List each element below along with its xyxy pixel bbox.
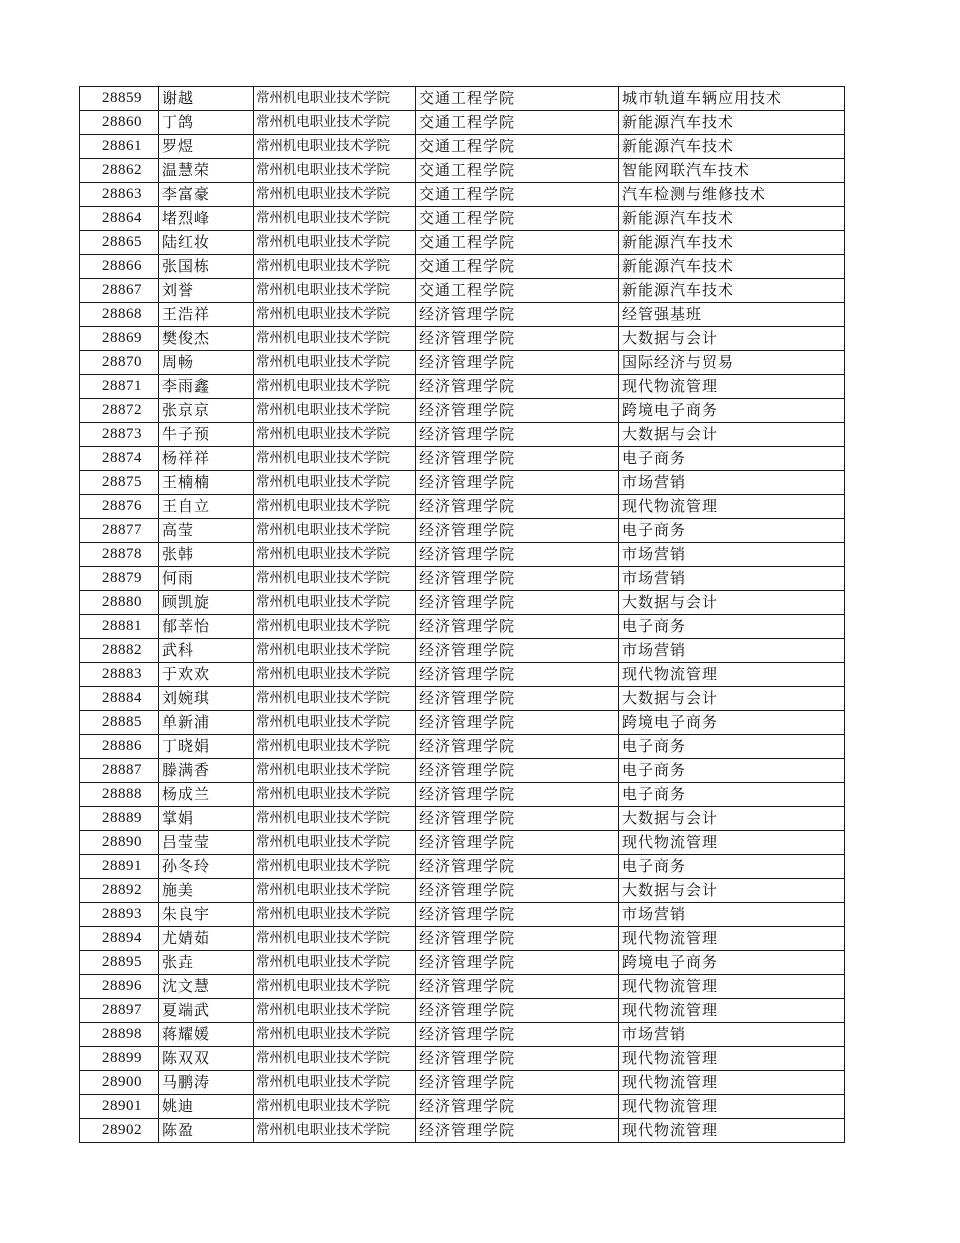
college-cell: 交通工程学院 [416,207,619,231]
id-cell: 28886 [80,735,159,759]
school-cell: 常州机电职业技术学院 [254,231,416,255]
school-cell: 常州机电职业技术学院 [254,783,416,807]
school-cell: 常州机电职业技术学院 [254,399,416,423]
id-cell: 28859 [80,87,159,111]
major-cell: 市场营销 [619,543,845,567]
name-cell: 樊俊杰 [159,327,254,351]
id-cell: 28865 [80,231,159,255]
table-row [80,615,845,639]
college-cell: 经济管理学院 [416,351,619,375]
table-row [80,1047,845,1071]
school-cell: 常州机电职业技术学院 [254,927,416,951]
table-row [80,375,845,399]
school-cell: 常州机电职业技术学院 [254,711,416,735]
name-cell: 丁鸽 [159,111,254,135]
name-cell: 高莹 [159,519,254,543]
college-cell: 经济管理学院 [416,663,619,687]
school-cell: 常州机电职业技术学院 [254,495,416,519]
major-cell: 新能源汽车技术 [619,111,845,135]
id-cell: 28900 [80,1071,159,1095]
table-row [80,807,845,831]
school-cell: 常州机电职业技术学院 [254,279,416,303]
table-row [80,135,845,159]
college-cell: 经济管理学院 [416,423,619,447]
name-cell: 滕满香 [159,759,254,783]
id-cell: 28860 [80,111,159,135]
school-cell: 常州机电职业技术学院 [254,831,416,855]
name-cell: 于欢欢 [159,663,254,687]
college-cell: 经济管理学院 [416,471,619,495]
id-cell: 28877 [80,519,159,543]
id-cell: 28875 [80,471,159,495]
college-cell: 经济管理学院 [416,927,619,951]
table-row [80,279,845,303]
major-cell: 现代物流管理 [619,663,845,687]
school-cell: 常州机电职业技术学院 [254,183,416,207]
college-cell: 经济管理学院 [416,999,619,1023]
major-cell: 大数据与会计 [619,807,845,831]
major-cell: 电子商务 [619,519,845,543]
school-cell: 常州机电职业技术学院 [254,87,416,111]
name-cell: 张国栋 [159,255,254,279]
college-cell: 交通工程学院 [416,135,619,159]
school-cell: 常州机电职业技术学院 [254,759,416,783]
college-cell: 交通工程学院 [416,111,619,135]
name-cell: 温慧荣 [159,159,254,183]
major-cell: 电子商务 [619,447,845,471]
id-cell: 28873 [80,423,159,447]
id-cell: 28892 [80,879,159,903]
college-cell: 经济管理学院 [416,759,619,783]
college-cell: 经济管理学院 [416,495,619,519]
major-cell: 新能源汽车技术 [619,207,845,231]
table-row [80,303,845,327]
college-cell: 交通工程学院 [416,183,619,207]
major-cell: 电子商务 [619,759,845,783]
table-row [80,999,845,1023]
school-cell: 常州机电职业技术学院 [254,159,416,183]
major-cell: 大数据与会计 [619,327,845,351]
major-cell: 经管强基班 [619,303,845,327]
name-cell: 张京京 [159,399,254,423]
major-cell: 城市轨道车辆应用技术 [619,87,845,111]
school-cell: 常州机电职业技术学院 [254,303,416,327]
college-cell: 经济管理学院 [416,399,619,423]
college-cell: 经济管理学院 [416,327,619,351]
school-cell: 常州机电职业技术学院 [254,807,416,831]
id-cell: 28879 [80,567,159,591]
id-cell: 28883 [80,663,159,687]
table-row [80,327,845,351]
table-row [80,639,845,663]
college-cell: 经济管理学院 [416,567,619,591]
table-row [80,399,845,423]
college-cell: 经济管理学院 [416,1047,619,1071]
table-row [80,855,845,879]
college-cell: 交通工程学院 [416,231,619,255]
id-cell: 28895 [80,951,159,975]
id-cell: 28867 [80,279,159,303]
name-cell: 李雨鑫 [159,375,254,399]
major-cell: 电子商务 [619,615,845,639]
id-cell: 28885 [80,711,159,735]
id-cell: 28880 [80,591,159,615]
name-cell: 杨成兰 [159,783,254,807]
college-cell: 经济管理学院 [416,711,619,735]
name-cell: 王浩祥 [159,303,254,327]
school-cell: 常州机电职业技术学院 [254,735,416,759]
name-cell: 王楠楠 [159,471,254,495]
table-row [80,591,845,615]
school-cell: 常州机电职业技术学院 [254,327,416,351]
name-cell: 谢越 [159,87,254,111]
name-cell: 单新浦 [159,711,254,735]
major-cell: 新能源汽车技术 [619,255,845,279]
name-cell: 孙冬玲 [159,855,254,879]
college-cell: 经济管理学院 [416,543,619,567]
college-cell: 经济管理学院 [416,807,619,831]
table-row [80,1071,845,1095]
major-cell: 现代物流管理 [619,1071,845,1095]
school-cell: 常州机电职业技术学院 [254,687,416,711]
name-cell: 夏端武 [159,999,254,1023]
id-cell: 28862 [80,159,159,183]
name-cell: 姚迪 [159,1095,254,1119]
major-cell: 大数据与会计 [619,879,845,903]
college-cell: 经济管理学院 [416,519,619,543]
table-row [80,951,845,975]
id-cell: 28887 [80,759,159,783]
college-cell: 经济管理学院 [416,831,619,855]
major-cell: 大数据与会计 [619,423,845,447]
college-cell: 经济管理学院 [416,975,619,999]
school-cell: 常州机电职业技术学院 [254,567,416,591]
name-cell: 何雨 [159,567,254,591]
major-cell: 市场营销 [619,639,845,663]
college-cell: 交通工程学院 [416,255,619,279]
college-cell: 经济管理学院 [416,687,619,711]
name-cell: 武科 [159,639,254,663]
name-cell: 丁晓娟 [159,735,254,759]
id-cell: 28872 [80,399,159,423]
id-cell: 28876 [80,495,159,519]
college-cell: 经济管理学院 [416,735,619,759]
table-row [80,255,845,279]
name-cell: 沈文慧 [159,975,254,999]
major-cell: 跨境电子商务 [619,951,845,975]
school-cell: 常州机电职业技术学院 [254,591,416,615]
id-cell: 28870 [80,351,159,375]
school-cell: 常州机电职业技术学院 [254,351,416,375]
major-cell: 大数据与会计 [619,591,845,615]
major-cell: 电子商务 [619,735,845,759]
table-row [80,759,845,783]
school-cell: 常州机电职业技术学院 [254,639,416,663]
id-cell: 28894 [80,927,159,951]
major-cell: 市场营销 [619,1023,845,1047]
name-cell: 堵烈峰 [159,207,254,231]
name-cell: 掌娟 [159,807,254,831]
name-cell: 尤婧茹 [159,927,254,951]
id-cell: 28881 [80,615,159,639]
college-cell: 交通工程学院 [416,159,619,183]
id-cell: 28874 [80,447,159,471]
table-row [80,543,845,567]
college-cell: 经济管理学院 [416,1119,619,1143]
id-cell: 28869 [80,327,159,351]
college-cell: 经济管理学院 [416,591,619,615]
id-cell: 28896 [80,975,159,999]
school-cell: 常州机电职业技术学院 [254,663,416,687]
name-cell: 蒋耀媛 [159,1023,254,1047]
table-row [80,927,845,951]
name-cell: 顾凯旋 [159,591,254,615]
table-row [80,975,845,999]
table-row [80,831,845,855]
school-cell: 常州机电职业技术学院 [254,879,416,903]
school-cell: 常州机电职业技术学院 [254,543,416,567]
name-cell: 王自立 [159,495,254,519]
school-cell: 常州机电职业技术学院 [254,423,416,447]
id-cell: 28897 [80,999,159,1023]
school-cell: 常州机电职业技术学院 [254,519,416,543]
table-row [80,903,845,927]
school-cell: 常州机电职业技术学院 [254,111,416,135]
college-cell: 经济管理学院 [416,879,619,903]
college-cell: 经济管理学院 [416,951,619,975]
school-cell: 常州机电职业技术学院 [254,999,416,1023]
name-cell: 陈盈 [159,1119,254,1143]
table-row [80,423,845,447]
college-cell: 经济管理学院 [416,447,619,471]
id-cell: 28863 [80,183,159,207]
name-cell: 刘誉 [159,279,254,303]
id-cell: 28889 [80,807,159,831]
school-cell: 常州机电职业技术学院 [254,207,416,231]
college-cell: 交通工程学院 [416,279,619,303]
name-cell: 陆红妆 [159,231,254,255]
table-row [80,471,845,495]
major-cell: 电子商务 [619,855,845,879]
id-cell: 28890 [80,831,159,855]
school-cell: 常州机电职业技术学院 [254,855,416,879]
college-cell: 经济管理学院 [416,1071,619,1095]
id-cell: 28864 [80,207,159,231]
table-row [80,495,845,519]
name-cell: 牛子预 [159,423,254,447]
id-cell: 28893 [80,903,159,927]
major-cell: 现代物流管理 [619,831,845,855]
school-cell: 常州机电职业技术学院 [254,1095,416,1119]
name-cell: 李富豪 [159,183,254,207]
table-row [80,231,845,255]
id-cell: 28888 [80,783,159,807]
roster-table-container [79,86,844,1143]
table-row [80,351,845,375]
id-cell: 28866 [80,255,159,279]
name-cell: 杨祥祥 [159,447,254,471]
name-cell: 郁莘怡 [159,615,254,639]
id-cell: 28891 [80,855,159,879]
major-cell: 现代物流管理 [619,999,845,1023]
table-row [80,687,845,711]
table-row [80,735,845,759]
major-cell: 新能源汽车技术 [619,135,845,159]
id-cell: 28871 [80,375,159,399]
name-cell: 陈双双 [159,1047,254,1071]
school-cell: 常州机电职业技术学院 [254,951,416,975]
college-cell: 经济管理学院 [416,1095,619,1119]
name-cell: 马鹏涛 [159,1071,254,1095]
school-cell: 常州机电职业技术学院 [254,1071,416,1095]
major-cell: 现代物流管理 [619,1095,845,1119]
id-cell: 28884 [80,687,159,711]
major-cell: 大数据与会计 [619,687,845,711]
table-row [80,111,845,135]
college-cell: 交通工程学院 [416,87,619,111]
school-cell: 常州机电职业技术学院 [254,1023,416,1047]
table-row [80,879,845,903]
school-cell: 常州机电职业技术学院 [254,903,416,927]
name-cell: 刘婉琪 [159,687,254,711]
major-cell: 现代物流管理 [619,1047,845,1071]
college-cell: 经济管理学院 [416,375,619,399]
table-row [80,783,845,807]
id-cell: 28902 [80,1119,159,1143]
college-cell: 经济管理学院 [416,639,619,663]
major-cell: 市场营销 [619,567,845,591]
school-cell: 常州机电职业技术学院 [254,255,416,279]
roster-table-body [80,87,845,1143]
major-cell: 现代物流管理 [619,927,845,951]
school-cell: 常州机电职业技术学院 [254,471,416,495]
table-row [80,207,845,231]
major-cell: 市场营销 [619,471,845,495]
major-cell: 跨境电子商务 [619,399,845,423]
college-cell: 经济管理学院 [416,903,619,927]
major-cell: 现代物流管理 [619,375,845,399]
school-cell: 常州机电职业技术学院 [254,375,416,399]
college-cell: 经济管理学院 [416,1023,619,1047]
major-cell: 跨境电子商务 [619,711,845,735]
college-cell: 经济管理学院 [416,855,619,879]
school-cell: 常州机电职业技术学院 [254,975,416,999]
id-cell: 28901 [80,1095,159,1119]
name-cell: 周畅 [159,351,254,375]
table-row [80,87,845,111]
major-cell: 新能源汽车技术 [619,231,845,255]
id-cell: 28878 [80,543,159,567]
id-cell: 28868 [80,303,159,327]
name-cell: 罗煜 [159,135,254,159]
table-row [80,519,845,543]
id-cell: 28882 [80,639,159,663]
major-cell: 国际经济与贸易 [619,351,845,375]
table-row [80,711,845,735]
major-cell: 现代物流管理 [619,975,845,999]
major-cell: 现代物流管理 [619,495,845,519]
name-cell: 朱良宇 [159,903,254,927]
table-row [80,447,845,471]
name-cell: 吕莹莹 [159,831,254,855]
school-cell: 常州机电职业技术学院 [254,447,416,471]
id-cell: 28861 [80,135,159,159]
table-row [80,663,845,687]
table-row [80,567,845,591]
table-row [80,1023,845,1047]
school-cell: 常州机电职业技术学院 [254,1047,416,1071]
id-cell: 28899 [80,1047,159,1071]
name-cell: 张韩 [159,543,254,567]
school-cell: 常州机电职业技术学院 [254,1119,416,1143]
college-cell: 经济管理学院 [416,783,619,807]
id-cell: 28898 [80,1023,159,1047]
school-cell: 常州机电职业技术学院 [254,615,416,639]
name-cell: 张垚 [159,951,254,975]
major-cell: 新能源汽车技术 [619,279,845,303]
name-cell: 施美 [159,879,254,903]
major-cell: 智能网联汽车技术 [619,159,845,183]
table-row [80,183,845,207]
roster-table [79,86,845,1143]
major-cell: 现代物流管理 [619,1119,845,1143]
school-cell: 常州机电职业技术学院 [254,135,416,159]
major-cell: 电子商务 [619,783,845,807]
college-cell: 经济管理学院 [416,615,619,639]
major-cell: 市场营销 [619,903,845,927]
table-row [80,1119,845,1143]
college-cell: 经济管理学院 [416,303,619,327]
table-row [80,159,845,183]
table-row [80,1095,845,1119]
major-cell: 汽车检测与维修技术 [619,183,845,207]
